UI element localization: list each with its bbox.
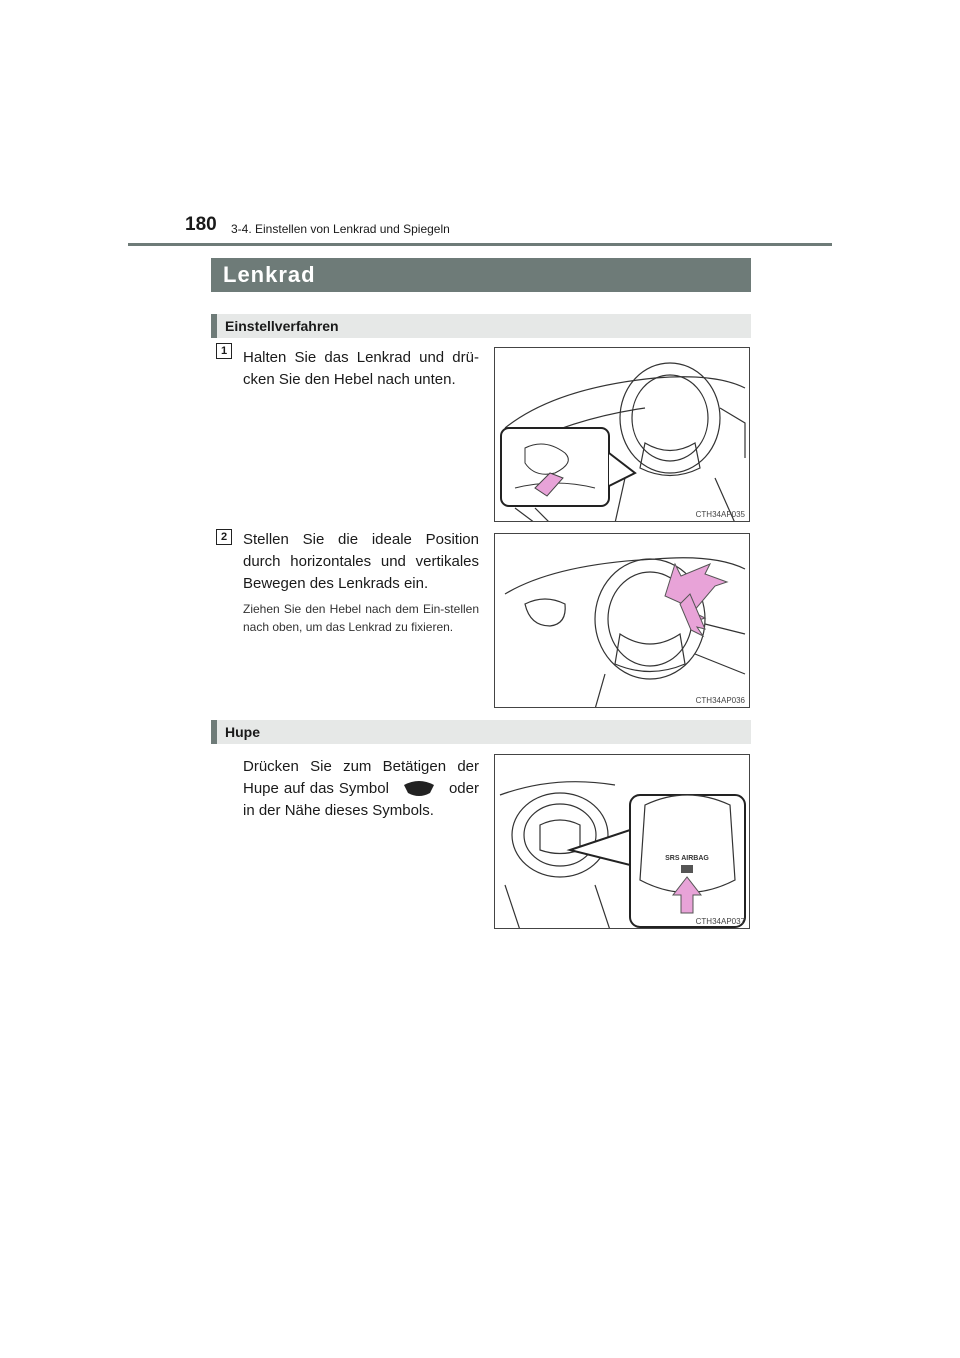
horn-text xyxy=(243,756,479,822)
steering-adjust-illustration xyxy=(495,534,750,708)
figure-step-2 xyxy=(494,533,750,708)
step-2-note: Ziehen Sie den Hebel nach dem Ein-stellen nach oben, um das Lenkrad zu fixieren. xyxy=(243,602,479,634)
subsection-title-horn: Hupe xyxy=(211,720,751,744)
steering-lever-illustration xyxy=(495,348,750,522)
horn-press-illustration xyxy=(495,755,750,929)
horn-text-after: oder in der Nähe dieses Symbols. xyxy=(243,780,479,819)
figure-code: CTH34AP036 xyxy=(695,696,745,705)
horn-text-before: Drücken Sie zum Betätigen der Hupe auf das Symbol xyxy=(243,758,479,797)
breadcrumb: 3-4. Einstellen von Lenkrad und Spiegeln xyxy=(231,222,450,236)
step-1-text: Halten Sie das Lenkrad und drü-cken Sie den Hebel nach unten. xyxy=(243,349,479,388)
subsection-title-procedure: Einstellverfahren xyxy=(211,314,751,338)
page-number: 180 xyxy=(185,214,217,235)
zoom-callout xyxy=(501,428,609,506)
step-number-1: 1 xyxy=(216,343,232,359)
figure-code: CTH34AP035 xyxy=(695,510,745,519)
step-number-2: 2 xyxy=(216,529,232,545)
move-arrows-icon xyxy=(665,564,727,636)
step-2-text: Stellen Sie die ideale Position durch horizontales und vertikales Bewegen des Lenkrads ein. xyxy=(243,531,479,592)
airbag-label: SRS AIRBAG xyxy=(665,855,709,862)
header-rule xyxy=(128,243,832,246)
section-title: Lenkrad xyxy=(211,258,751,292)
horn-icon xyxy=(400,779,438,799)
figure-step-1 xyxy=(494,347,750,522)
figure-horn xyxy=(494,754,750,929)
figure-code: CTH34AP037 xyxy=(695,917,745,926)
